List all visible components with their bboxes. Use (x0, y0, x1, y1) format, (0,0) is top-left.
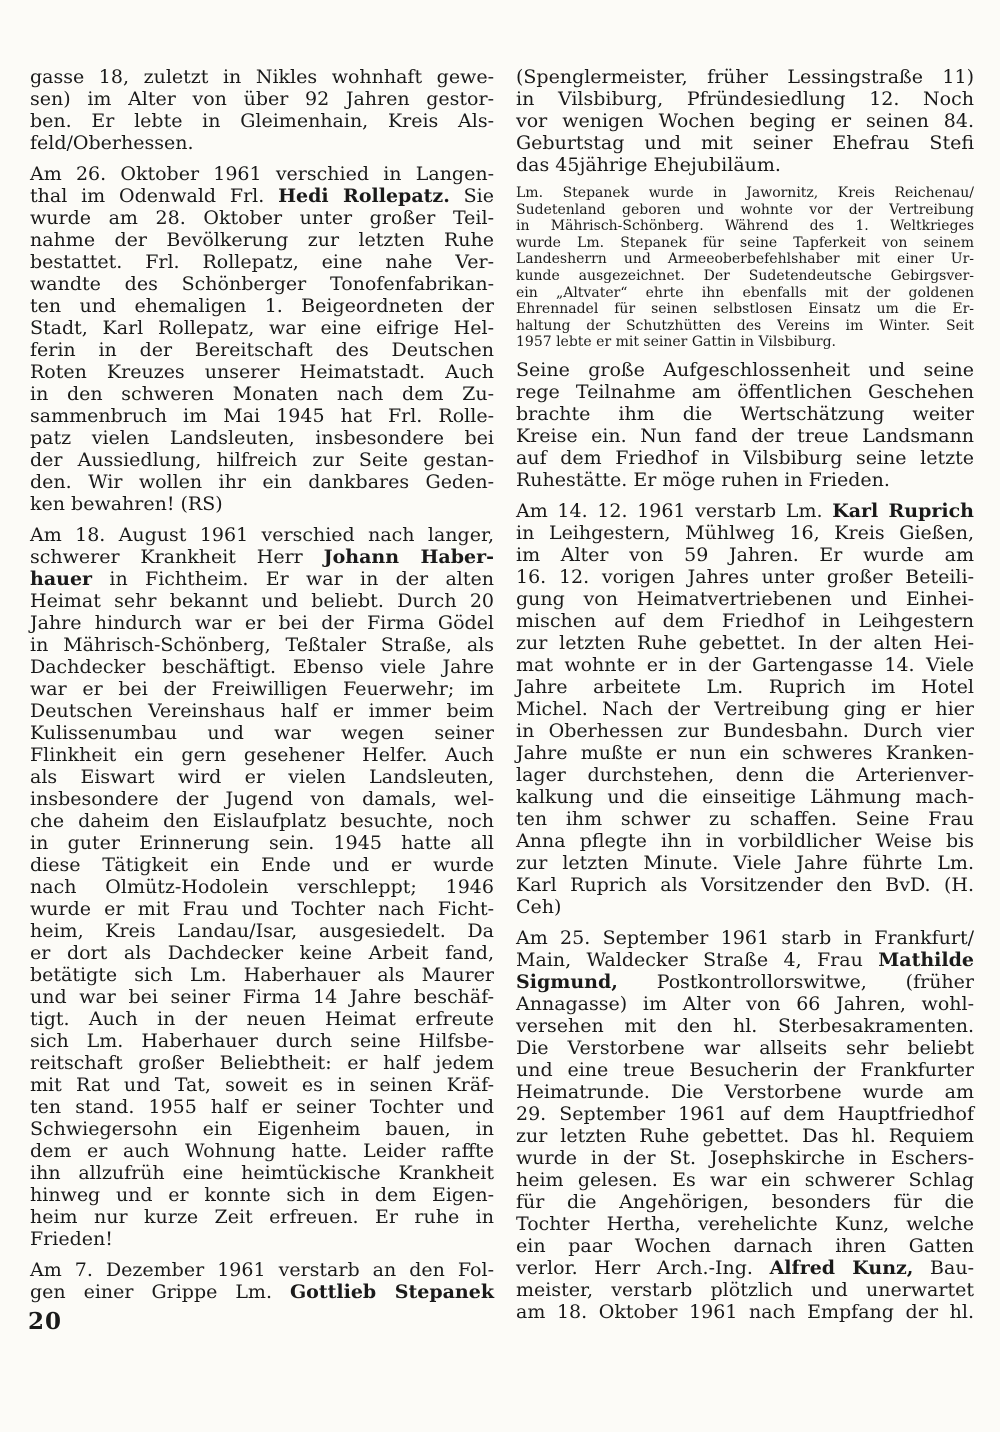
text-segment: sen) im Alter von über 92 Jahren gestor- (30, 88, 494, 110)
obituary-paragraph (30, 66, 494, 154)
text-line (30, 1162, 494, 1184)
text-segment: in Mährisch-Schönberg. Während des 1. Weltkrieges (516, 218, 974, 235)
text-segment: ten und ehemaligen 1. Beigeordneten der (30, 295, 494, 317)
text-line (30, 986, 494, 1008)
text-segment: sich Lm. Haberhauer durch seine Hilfsbe- (30, 1030, 494, 1052)
text-line (516, 469, 974, 491)
text-line (30, 854, 494, 876)
text-line (516, 522, 974, 544)
text-line (516, 1015, 974, 1037)
text-line (516, 588, 974, 610)
text-segment: Lm. Stepanek wurde in Jawornitz, Kreis Reichenau/ (516, 185, 974, 201)
text-segment: wurde er mit Frau und Tochter nach Ficht- (30, 898, 494, 920)
text-line (516, 764, 974, 786)
text-line (30, 1096, 494, 1118)
obituary-paragraph (516, 359, 974, 491)
page-number: 20 (28, 1308, 63, 1335)
text-segment: ben. Er lebte in Gleimenhain, Kreis Als- (30, 110, 494, 132)
text-segment: vor wenigen Wochen beging er seinen 84. (516, 110, 974, 132)
right-text-column (516, 66, 974, 1332)
text-line (516, 500, 974, 522)
text-line (516, 381, 974, 403)
text-line (516, 235, 974, 252)
text-line (516, 698, 974, 720)
text-segment: patz vielen Landsleuten, insbesondere bei (30, 427, 494, 449)
text-line (30, 163, 494, 185)
text-segment: Roten Kreuzes unserer Heimatstadt. Auch (30, 361, 494, 383)
text-segment: Heimat sehr bekannt und beliebt. Durch 20 (30, 590, 494, 612)
text-segment: Deutschen Vereinshaus half er immer beim (30, 700, 494, 722)
text-segment: in den schweren Monaten nach dem Zu- (30, 383, 494, 405)
obituary-paragraph (30, 1259, 494, 1303)
text-line (30, 88, 494, 110)
text-segment: Schwiegersohn ein Eigenheim bauen, in (30, 1118, 494, 1140)
text-segment: ten ihm schwer zu schaffen. Seine Frau (516, 807, 974, 830)
text-line (30, 493, 494, 515)
text-segment: auf dem Friedhof in Vilsbiburg seine letzte (516, 446, 974, 469)
text-line (30, 229, 494, 251)
text-line (516, 285, 974, 302)
person-name: Johann Haber- (323, 546, 494, 568)
text-line (516, 1235, 974, 1257)
text-line (516, 1191, 974, 1213)
text-line (30, 207, 494, 229)
text-segment: Landesherrn und Armeeoberbefehlshaber mit einer Ur- (516, 251, 974, 268)
text-segment: wurde am 28. Oktober unter großer Teil- (30, 207, 494, 229)
text-line (30, 568, 494, 590)
text-segment: ken bewahren! (RS) (30, 493, 223, 515)
text-segment: kunde ausgezeichnet. Der Sudetendeutsche Gebirgsver- (516, 267, 974, 284)
text-segment: Annagasse) im Alter von 66 Jahren, wohl- (516, 992, 974, 1015)
text-segment: gen einer Grippe Lm. (30, 1281, 290, 1303)
obituary-paragraph (516, 185, 974, 351)
text-segment: Stadt, Karl Rollepatz, war eine eifrige Hel- (30, 317, 494, 339)
text-segment: mit Rat und Tat, soweit es in seinen Kräf- (30, 1074, 494, 1096)
text-segment: Frieden! (30, 1228, 113, 1250)
text-segment: che daheim den Eislaufplatz besuchte, noch (30, 810, 494, 832)
text-segment: Am 7. Dezember 1961 verstarb an den Fol- (30, 1259, 494, 1281)
text-segment: Tochter Hertha, verehelichte Kunz, welche (516, 1212, 974, 1235)
text-line (30, 678, 494, 700)
text-segment: rege Teilnahme am öffentlichen Geschehen (516, 380, 974, 403)
text-segment: in Fichtheim. Er war in der alten (92, 568, 494, 590)
person-name: Mathilde (878, 948, 974, 971)
text-line (516, 544, 974, 566)
text-segment: Karl Ruprich als Vorsitzender den BvD. (H. (516, 873, 974, 896)
person-name: Sigmund, (516, 970, 618, 993)
text-segment: thal im Odenwald Frl. (30, 185, 279, 207)
text-line (516, 185, 974, 202)
text-line (516, 1081, 974, 1103)
text-line (30, 524, 494, 546)
obituary-paragraph (516, 927, 974, 1323)
text-line (30, 1140, 494, 1162)
text-line (516, 1103, 974, 1125)
text-line (30, 788, 494, 810)
text-line (516, 334, 974, 351)
text-line (30, 110, 494, 132)
text-segment: Sie (449, 185, 494, 207)
text-line (30, 427, 494, 449)
text-segment: wurde in der St. Josephskirche in Eschers- (516, 1146, 974, 1169)
text-segment: Jahre hindurch war er bei der Firma Gödel (30, 612, 494, 634)
text-line (30, 1052, 494, 1074)
text-segment: in Vilsbiburg, Pfründesiedlung 12. Noch (516, 88, 974, 110)
text-segment: ihn allzufrüh eine heimtückische Krankheit (30, 1162, 494, 1184)
text-line (516, 786, 974, 808)
text-line (516, 852, 974, 874)
text-segment: brachte ihm die Wertschätzung weiter (516, 402, 974, 425)
text-line (516, 1279, 974, 1301)
text-segment: zur letzten Ruhe gebettet. Das hl. Requiem (516, 1124, 974, 1147)
text-segment: Ruhestätte. Er möge ruhen in Frieden. (516, 468, 890, 491)
text-line (30, 1206, 494, 1228)
person-name: Gottlieb Stepanek (289, 1281, 494, 1303)
text-segment: tigt. Auch in der neuen Heimat erfreute (30, 1008, 494, 1030)
text-segment: versehen mit den hl. Sterbesakramenten. (516, 1014, 974, 1037)
text-line (516, 1301, 974, 1323)
text-segment: Postkontrollorswitwe, (früher (617, 970, 974, 993)
text-line (516, 971, 974, 993)
text-segment: 1957 lebte er mit seiner Gattin in Vilsbiburg. (516, 334, 837, 351)
text-line (516, 1059, 974, 1081)
obituary-paragraph (516, 66, 974, 176)
text-line (516, 251, 974, 268)
text-segment: Kreise ein. Nun fand der treue Landsmann (516, 424, 974, 447)
text-line (516, 1037, 974, 1059)
text-segment: Heimatrunde. Die Verstorbene wurde am (516, 1080, 974, 1103)
text-line (516, 359, 974, 381)
text-line (30, 810, 494, 832)
text-line (516, 896, 974, 918)
text-segment: Anna pflegte ihn in vorbildlicher Weise bis (516, 829, 974, 852)
text-segment: Flinkheit ein gern gesehener Helfer. Auch (30, 744, 494, 766)
text-line (516, 88, 974, 110)
obituary-paragraph (30, 524, 494, 1250)
text-line (30, 1118, 494, 1140)
text-segment: Am 25. September 1961 starb in Frankfurt/ (516, 926, 974, 949)
text-line (30, 920, 494, 942)
text-segment: mat wohnte er in der Gartengasse 14. Viele (516, 653, 974, 676)
text-segment: Am 26. Oktober 1961 verschied in Langen- (30, 163, 494, 185)
text-line (516, 318, 974, 335)
text-line (30, 1259, 494, 1281)
text-segment: Michel. Nach der Vertreibung ging er hier (516, 697, 974, 720)
text-segment: Seine große Aufgeschlossenheit und seine (516, 358, 974, 381)
text-segment: heim, Kreis Landau/Isar, ausgesiedelt. Da (30, 920, 494, 942)
person-name: Hedi Rollepatz. (278, 185, 450, 207)
text-line (516, 874, 974, 896)
text-line (30, 405, 494, 427)
text-segment: reitschaft großer Beliebtheit: er half jedem (30, 1052, 494, 1074)
text-segment: 29. September 1961 auf dem Hauptfriedhof (516, 1102, 974, 1125)
text-segment: ten stand. 1955 half er seiner Tochter und (30, 1096, 494, 1118)
text-segment: diese Tätigkeit ein Ende und er wurde (30, 854, 494, 876)
text-line (30, 744, 494, 766)
text-segment: Am 14. 12. 1961 verstarb Lm. (516, 499, 833, 522)
text-line (516, 993, 974, 1015)
text-line (30, 317, 494, 339)
text-line (516, 1213, 974, 1235)
text-segment: in guter Erinnerung sein. 1945 hatte all (30, 832, 494, 854)
text-segment: Kulissenumbau und war wegen seiner (30, 722, 494, 744)
text-line (516, 425, 974, 447)
text-line (30, 1184, 494, 1206)
text-segment: lager durchstehen, denn die Arterienver- (516, 763, 974, 786)
text-segment: Sudetenland geboren und wohnte vor der Vertreibung (516, 201, 974, 218)
text-segment: verlor. Herr Arch.-Ing. (516, 1256, 770, 1279)
text-line (516, 610, 974, 632)
text-segment: mischen auf dem Friedhof in Leihgestern (516, 609, 974, 632)
text-line (516, 1125, 974, 1147)
text-segment: der Aussiedlung, hilfreich zur Seite gestan- (30, 449, 494, 471)
text-segment: sammenbruch im Mai 1945 hat Frl. Rolle- (30, 405, 494, 427)
text-segment: und war bei seiner Firma 14 Jahre beschäf- (30, 986, 494, 1008)
text-line (30, 656, 494, 678)
text-line (516, 808, 974, 830)
text-segment: wandte des Schönberger Tonofenfabrikan- (30, 273, 494, 295)
text-line (30, 700, 494, 722)
text-line (30, 612, 494, 634)
text-line (516, 1169, 974, 1191)
text-line (516, 403, 974, 425)
text-line (516, 949, 974, 971)
text-line (516, 566, 974, 588)
text-segment: dem er auch Wohnung hatte. Leider raffte (30, 1140, 494, 1162)
text-segment: Main, Waldecker Straße 4, Frau (516, 948, 879, 971)
text-line (30, 898, 494, 920)
text-segment: gung von Heimatvertriebenen und Einhei- (516, 587, 974, 610)
text-segment: haltung der Schutzhütten des Vereins im Winter. Seit (516, 317, 974, 334)
text-segment: betätigte sich Lm. Haberhauer als Maurer (30, 964, 494, 986)
text-segment: heim gelesen. Es war ein schwerer Schlag (516, 1168, 974, 1191)
text-segment: im Alter von 59 Jahren. Er wurde am (516, 543, 974, 566)
text-segment: wurde Lm. Stepanek für seine Tapferkeit von seinem (516, 234, 974, 251)
text-line (30, 383, 494, 405)
text-segment: zur letzten Ruhe gebettet. In der alten Hei- (516, 631, 974, 654)
text-line (30, 361, 494, 383)
text-line (516, 927, 974, 949)
text-line (30, 832, 494, 854)
text-line (30, 634, 494, 656)
text-line (30, 251, 494, 273)
text-segment: in Leihgestern, Mühlweg 16, Kreis Gießen, (516, 521, 974, 544)
text-segment: Am 18. August 1961 verschied nach langer, (30, 524, 494, 546)
text-segment: am 18. Oktober 1961 nach Empfang der hl. (516, 1300, 974, 1323)
text-line (516, 720, 974, 742)
text-segment: den. Wir wollen ihr ein dankbares Geden- (30, 471, 494, 493)
text-segment: nahme der Bevölkerung zur letzten Ruhe (30, 229, 494, 251)
text-line (516, 301, 974, 318)
text-line (30, 1228, 494, 1250)
text-line (30, 964, 494, 986)
text-line (516, 1147, 974, 1169)
text-segment: insbesondere der Jugend von damals, wel- (30, 788, 494, 810)
text-segment: er dort als Dachdecker keine Arbeit fand, (30, 942, 494, 964)
text-line (516, 110, 974, 132)
text-line (516, 132, 974, 154)
text-segment: ein paar Wochen darnach ihren Gatten (516, 1234, 974, 1257)
text-segment: gasse 18, zuletzt in Nikles wohnhaft gewe- (30, 66, 494, 88)
text-line (30, 766, 494, 788)
text-segment: Bau- (913, 1256, 974, 1279)
text-line (516, 676, 974, 698)
text-line (30, 942, 494, 964)
text-line (30, 546, 494, 568)
text-segment: Jahre mußte er nun ein schweres Kranken- (516, 741, 974, 764)
text-line (516, 268, 974, 285)
text-line (516, 830, 974, 852)
text-segment: hinweg und er konnte sich in dem Eigen- (30, 1184, 494, 1206)
text-segment: 16. 12. vorigen Jahres unter großer Beteili- (516, 565, 974, 588)
text-line (30, 590, 494, 612)
text-segment: (Spenglermeister, früher Lessingstraße 11) (516, 66, 974, 88)
text-segment: Ceh) (516, 895, 562, 918)
text-line (516, 66, 974, 88)
text-segment: Die Verstorbene war allseits sehr beliebt (516, 1036, 974, 1059)
text-segment: ein „Altvater“ ehrte ihn ebenfalls mit der goldenen (516, 284, 974, 301)
person-name: hauer (30, 568, 93, 590)
text-segment: und eine treue Besucherin der Frankfurter (516, 1058, 974, 1081)
text-segment: feld/Oberhessen. (30, 132, 194, 154)
text-line (30, 1074, 494, 1096)
text-line (30, 1281, 494, 1303)
text-line (516, 154, 974, 176)
person-name: Karl Ruprich (832, 499, 974, 522)
text-segment: kalkung und die einseitige Lähmung mach- (516, 785, 974, 808)
text-segment: schwerer Krankheit Herr (30, 546, 324, 568)
text-segment: Ehrennadel für seinen selbstlosen Einsatz um die Er- (516, 301, 974, 318)
text-segment: heim nur kurze Zeit erfreuen. Er ruhe in (30, 1206, 494, 1228)
text-segment: meister, verstarb plötzlich und unerwartet (516, 1278, 974, 1301)
text-segment: das 45jährige Ehejubiläum. (516, 154, 781, 176)
text-segment: war er bei der Freiwilligen Feuerwehr; im (30, 678, 494, 700)
text-segment: in Oberhessen zur Bundesbahn. Durch vier (516, 719, 974, 742)
text-line (30, 722, 494, 744)
text-line (30, 185, 494, 207)
obituary-paragraph (30, 163, 494, 515)
text-segment: in Mährisch-Schönberg, Teßtaler Straße, als (30, 634, 494, 656)
text-segment: Geburtstag und mit seiner Ehefrau Stefi (516, 132, 974, 154)
text-segment: als Eiswart wird er vielen Landsleuten, (30, 766, 494, 788)
text-line (30, 876, 494, 898)
text-line (516, 447, 974, 469)
text-line (30, 1008, 494, 1030)
text-line (516, 218, 974, 235)
text-segment: nach Olmütz-Hodolein verschleppt; 1946 (30, 876, 494, 898)
obituary-paragraph (516, 500, 974, 918)
text-line (516, 1257, 974, 1279)
text-line (30, 471, 494, 493)
text-segment: für die Angehörigen, besonders für die (516, 1190, 974, 1213)
text-line (30, 339, 494, 361)
text-line (30, 1030, 494, 1052)
text-segment: Dachdecker beschäftigt. Ebenso viele Jahre (30, 656, 494, 678)
text-line (516, 654, 974, 676)
text-line (516, 742, 974, 764)
text-line (30, 449, 494, 471)
text-line (30, 66, 494, 88)
text-segment: Jahre arbeitete Lm. Ruprich im Hotel (516, 675, 974, 698)
text-segment: ferin in der Bereitschaft des Deutschen (30, 339, 494, 361)
text-segment: bestattet. Frl. Rollepatz, eine nahe Ver- (30, 251, 494, 273)
text-line (30, 295, 494, 317)
text-line (516, 202, 974, 219)
person-name: Alfred Kunz, (769, 1256, 914, 1279)
left-text-column (30, 66, 494, 1312)
text-line (30, 132, 494, 154)
text-line (516, 632, 974, 654)
text-segment: zur letzten Minute. Viele Jahre führte Lm. (516, 851, 974, 874)
text-line (30, 273, 494, 295)
